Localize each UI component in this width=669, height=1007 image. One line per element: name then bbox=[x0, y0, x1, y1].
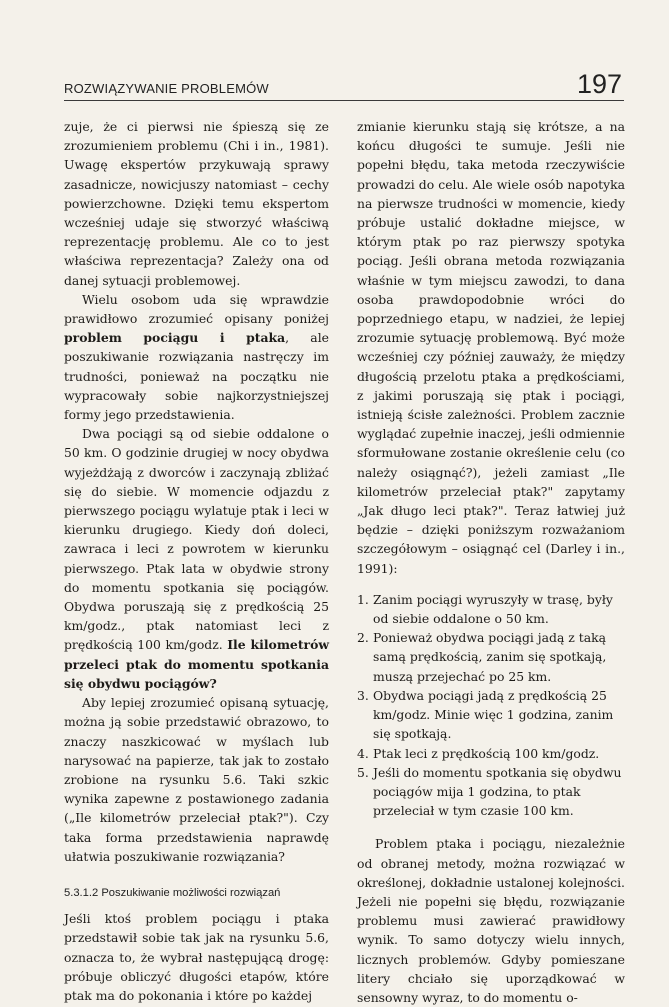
paragraph: Jeśli ktoś problem pociągu i ptaka przedstawił sobie tak jak na rysunku 5.6, oznacza to, że wybrał następującą drogę: próbuje obliczyć długości etapów, które ptak ma do pokonania i które po każdej bbox=[64, 911, 329, 1003]
paragraph: zuje, że ci pierwsi nie śpieszą się ze zrozumieniem problemu (Chi i in., 1981). Uwagę ekspertów przykuwają sprawy zasadnicze, nowicjuszy natomiast – cechy powierzchowne. Dzięki temu ekspertom wcześniej udaje się stworzyć właściwą reprezentację problemu. Ale co to jest właściwa reprezentacja? Zależy ona od danej sytuacji problemowej. bbox=[64, 119, 329, 288]
left-column bbox=[64, 117, 329, 1005]
list-item: 4. Ptak leci z prędkością 100 km/godz. bbox=[357, 745, 600, 761]
list-item: 3. Obydwa pociągi jadą z prędkością 25 km/godz. Minie więc 1 godzina, zanim się spotkają. bbox=[357, 687, 614, 742]
list-item: 1. Zanim pociągi wyruszyły w trasę, były od siebie oddalone o 50 km. bbox=[357, 591, 613, 627]
bold-question: Ile kilometrów przeleci ptak do momentu spotkania się obydwu pociągów? bbox=[64, 637, 329, 691]
solution-steps-list bbox=[357, 590, 625, 820]
paragraph: Problem ptaka i pociągu, niezależnie od obranej metody, można rozwiązać w określonej, dokładnie ustalonej kolejności. Jeżeli nie popełni się błędu, rozwiązanie problemu musi zawierać prawidłowy wynik. To samo dotyczy wielu innych, licznych problemów. Gdyby pomieszane litery chciało się uporządkować w sensowny wyraz, to do momentu o- bbox=[357, 836, 625, 1005]
problem-statement: Dwa pociągi są od siebie oddalone o 50 km. O godzinie drugiej w nocy obydwa wyjeżdżają z dworców i zaczynają zbliżać się do siebie. W momencie odjazdu z pierwszego pociągu wylatuje ptak i leci w kierunku drugiego. Kiedy doń doleci, zawraca i leci z powrotem w kierunku pierwszego. Ptak lata w obydwie strony do momentu spotkania się pociągów. Obydwa poruszają się z prędkością 25 km/godz., ptak natomiast leci z prędkością 100 km/godz. Ile kilometrów przeleci ptak do momentu spotkania się obydwu pociągów? bbox=[64, 426, 329, 691]
list-item: 2. Ponieważ obydwa pociągi jadą z taką samą prędkością, zanim się spotkają, muszą przejechać po 25 km. bbox=[357, 630, 607, 684]
section-subheading: 5.3.1.2 Poszukiwanie możliwości rozwiązań bbox=[64, 886, 281, 899]
paragraph: zmianie kierunku stają się krótsze, a na końcu długości te sumuje. Jeśli nie popełni błędu, taka metoda rzeczywiście prowadzi do celu. Ale wiele osób napotyka na pierwsze trudności w momencie, kiedy próbuje ustalić dokładne miejsce, w którym ptak po raz pierwszy spotyka pociąg. Jeśli obrana metoda rozwiązania właśnie w tym miejscu zawodzi, to dana osoba prawdopodobnie wróci do poprzedniego etapu, w nadziei, że lepiej zrozumie sytuację problemową. Być może wcześniej czy później zauważy, że między długością przelotu ptaka a prędkościami, z jakimi poruszają się ptak i pociągi, istnieją ścisłe zależności. Problem zacznie wyglądać zupełnie inaczej, jeśli odmiennie sformułowane zostanie określenie celu (co należy osiągnąć?), jeżeli zamiast „Ile kilometrów przeleciał ptak?" zapytamy „Jak długo leci ptak?". Teraz łatwiej już będzie – dzięki poniższym rozważaniom szczegółowym – osiągnąć cel (Darley i in., 1991): bbox=[357, 119, 625, 576]
list-item: 5. Jeśli do momentu spotkania się obydwu pociągów mija 1 godzina, to ptak przeleciał w tym czasie 100 km. bbox=[357, 764, 622, 819]
paragraph: Aby lepiej zrozumieć opisaną sytuację, można ją sobie przedstawić obrazowo, to znaczy naszkicować w myślach lub narysować na papierze, tak jak to zostało zrobione na rysunku 5.6. Taki szkic wynika zapewne z postawionego zadania („Ile kilometrów przeleciał ptak?"). Czy taka forma przedstawienia naprawdę ułatwia poszukiwanie rozwiązania? bbox=[64, 695, 329, 864]
page-number: 197 bbox=[576, 69, 622, 99]
right-column bbox=[357, 117, 625, 1007]
running-header bbox=[64, 66, 624, 101]
bold-term: problem pociągu i ptaka bbox=[64, 330, 286, 346]
chapter-title: ROZWIĄZYWANIE PROBLEMÓW bbox=[64, 81, 269, 96]
paragraph: Wielu osobom uda się wprawdzie prawidłowo zrozumieć opisany poniżej problem pociągu i ptaka, ale poszukiwanie rozwiązania nastręczy im trudności, ponieważ na początku nie wypracowały sobie najkorzystniejszej formy jego przedstawienia. bbox=[64, 291, 329, 423]
